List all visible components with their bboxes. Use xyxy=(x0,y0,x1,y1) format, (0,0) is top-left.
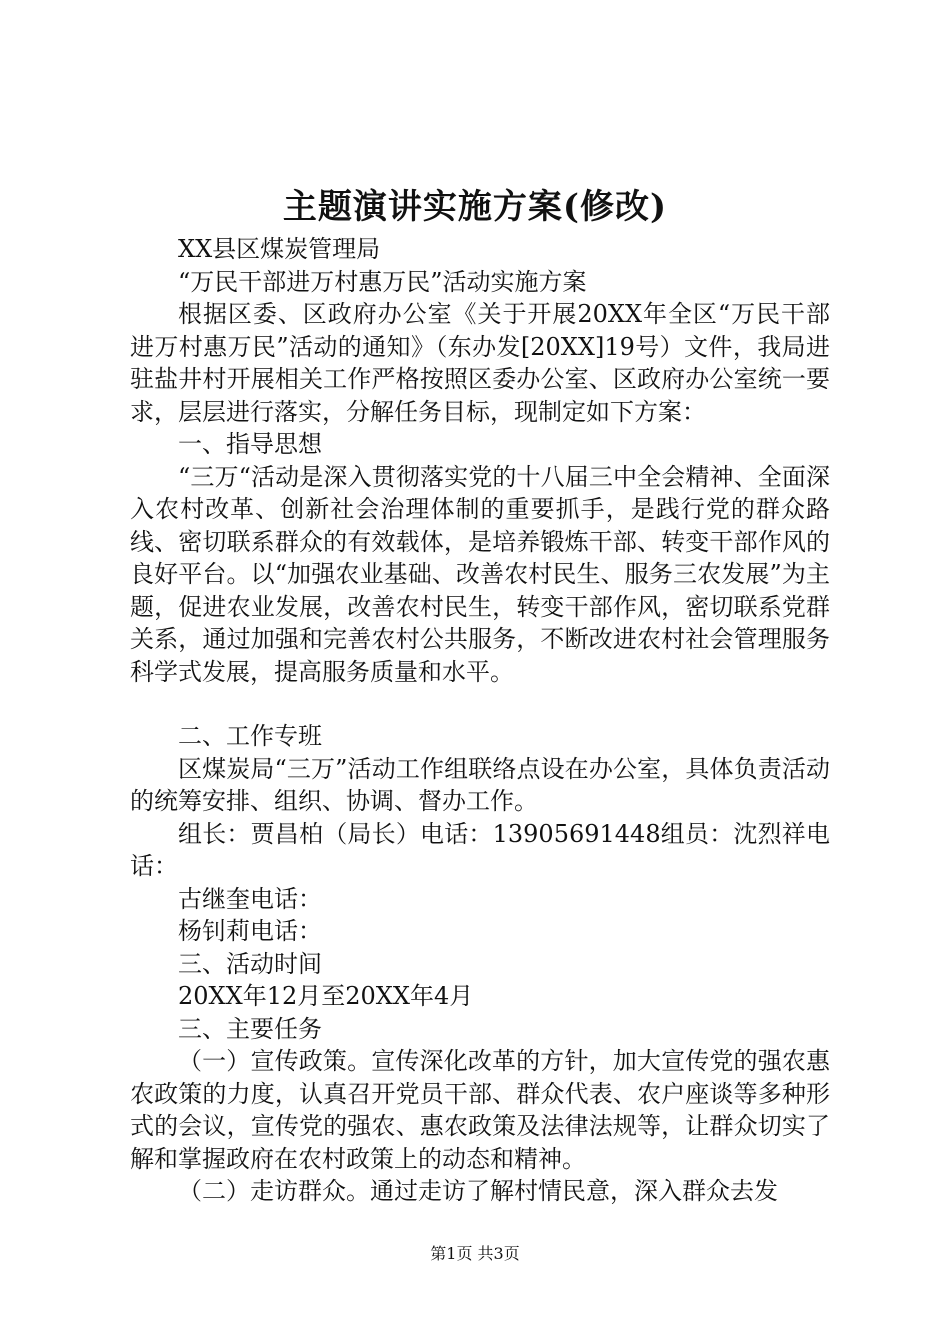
paragraph-task-publicity: （一）宣传政策。宣传深化改革的方针，加大宣传党的强农惠农政策的力度，认真召开党员干部、群众代表、农户座谈等多种形式的会议，宣传党的强农、惠农政策及法律法规等，让群众切实了解和掌握政府在农村政策上的动态和精神。 xyxy=(130,1047,830,1173)
paragraph-plan-name: “万民干部进万村惠万民”活动实施方案 xyxy=(178,267,587,296)
section-heading-work-team: 二、工作专班 xyxy=(178,722,322,750)
section-heading-guiding-thought: 一、指导思想 xyxy=(178,430,322,458)
paragraph-gap xyxy=(130,688,830,720)
paragraph-org: XX县区煤炭管理局 xyxy=(178,235,381,263)
paragraph-member-gu: 古继奎电话： xyxy=(178,884,322,913)
section-heading-main-tasks: 三、主要任务 xyxy=(178,1014,322,1043)
paragraph-work-team: 区煤炭局“三万”活动工作组联络点设在办公室，具体负责活动的统筹安排、组织、协调、督办工作。 xyxy=(130,754,830,815)
page-footer: 第1页 共3页 xyxy=(430,1244,520,1263)
paragraph-member-yang: 杨钊莉电话： xyxy=(178,917,322,945)
section-heading-activity-time: 三、活动时间 xyxy=(178,949,322,978)
paragraph-task-visit: （二）走访群众。通过走访了解村情民意，深入群众去发 xyxy=(178,1177,778,1205)
paragraph-activity-time: 20XX年12月至20XX年4月 xyxy=(178,982,474,1010)
paragraph-guiding-thought: “三万“活动是深入贯彻落实党的十八届三中全会精神、全面深入农村改革、创新社会治理体制的重要抓手，是践行党的群众路线、密切联系群众的有效载体，是培养锻炼干部、转变干部作风的良好平台。以“加强农业基础、改善农村民生、服务三农发展”为主题，促进农业发展，改善农村民生，转变干部作风，密切联系党群关系，通过加强和完善农村公共服务，不断改进农村社会管理服务科学式发展，提高服务质量和水平。 xyxy=(130,462,830,686)
document-body xyxy=(130,233,830,1208)
paragraph-team-leader: 组长：贾昌柏（局长）电话：13905691448组员：沈烈祥电话： xyxy=(130,819,830,880)
paragraph-intro: 根据区委、区政府办公室《关于开展20XX年全区“万民干部进万村惠万民”活动的通知》（东办发[20XX]19号）文件，我局进驻盐井村开展相关工作严格按照区委办公室、区政府办公室统一要求，层层进行落实，分解任务目标，现制定如下方案： xyxy=(130,300,830,426)
document-title: 主题演讲实施方案(修改) xyxy=(282,187,668,227)
